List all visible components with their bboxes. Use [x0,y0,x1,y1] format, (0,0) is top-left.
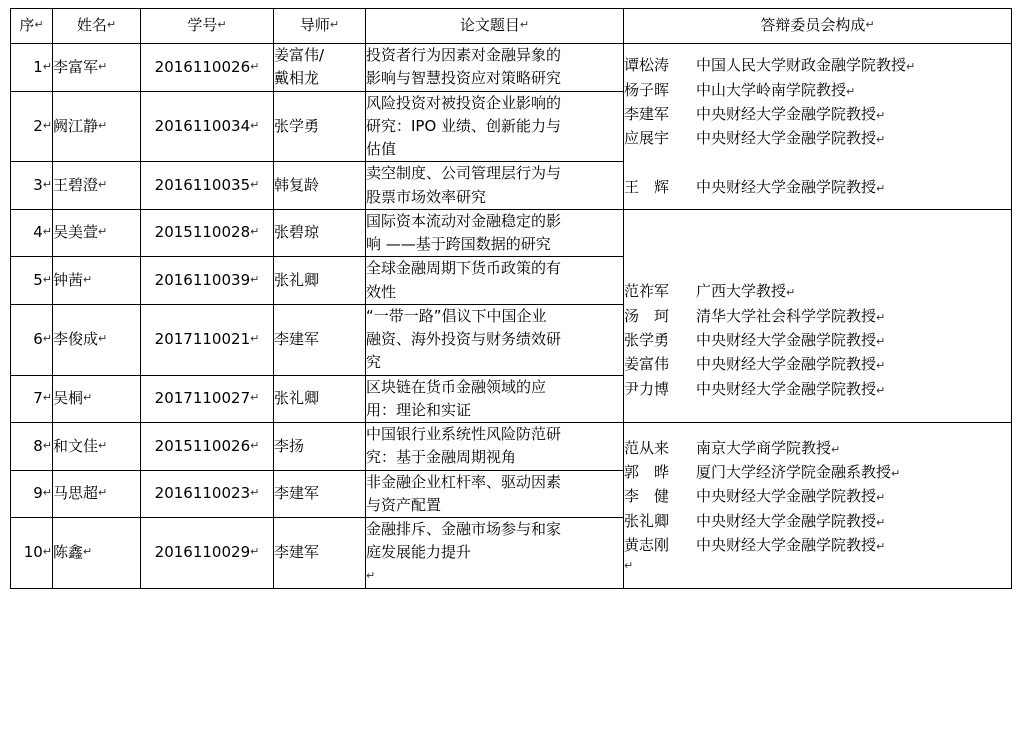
table-row [11,209,1012,257]
row-student-name: 吴桐 ↵ [53,375,141,423]
table-header-row [11,9,1012,44]
row-seq: 2 ↵ [11,91,53,162]
row-advisor: 张礼卿 [274,257,366,305]
row-advisor: 韩复龄 [274,162,366,210]
committee-spacer [624,231,1011,255]
table-header [11,9,1012,44]
row-advisor: 姜富伟/ 戴相龙 [274,44,366,92]
committee-cell-group-2 [624,209,1012,422]
row-student-id: 2016110035 ↵ [141,162,274,210]
row-advisor: 李建军 [274,470,366,518]
row-student-name: 阙江静 ↵ [53,91,141,162]
col-header-seq: 序 ↵ [11,9,53,44]
row-thesis-title: 区块链在货币金融领域的应 用：理论和实证 [366,375,624,423]
row-thesis-title: 中国银行业系统性风险防范研 究：基于金融周期视角 [366,423,624,471]
row-student-name: 吴美萱 ↵ [53,209,141,257]
row-seq: 5 ↵ [11,257,53,305]
row-student-name: 王碧澄 ↵ [53,162,141,210]
row-seq: 10 ↵ [11,518,53,589]
row-advisor: 张礼卿 [274,375,366,423]
row-student-id: 2016110023 ↵ [141,470,274,518]
committee-spacer [624,255,1011,279]
col-header-student-id: 学号 ↵ [141,9,274,44]
row-student-id: 2015110026 ↵ [141,423,274,471]
row-seq: 7 ↵ [11,375,53,423]
col-header-committee: 答辩委员会构成 ↵ [624,9,1012,44]
row-advisor: 张碧琼 [274,209,366,257]
row-seq: 8 ↵ [11,423,53,471]
committee-member: 张礼卿 中央财经大学金融学院教授 ↵ [624,509,1011,533]
row-thesis-title: 投资者行为因素对金融异象的 影响与智慧投资应对策略研究 [366,44,624,92]
row-student-name: 和文佳 ↵ [53,423,141,471]
table-row [11,44,1012,92]
committee-member: 汤 珂 清华大学社会科学学院教授 ↵ [624,304,1011,328]
row-seq: 4 ↵ [11,209,53,257]
committee-member: 李建军 中央财经大学金融学院教授 ↵ [624,102,1011,126]
col-header-name: 姓名 ↵ [53,9,141,44]
committee-member: 郭 晔 厦门大学经济学院金融系教授 ↵ [624,460,1011,484]
row-advisor: 张学勇 [274,91,366,162]
committee-member: 李 健 中央财经大学金融学院教授 ↵ [624,484,1011,508]
row-thesis-title: 卖空制度、公司管理层行为与 股票市场效率研究 [366,162,624,210]
committee-member: 王 辉 中央财经大学金融学院教授 ↵ [624,175,1011,199]
committee-cell-group-1 [624,44,1012,210]
row-advisor: 李扬 [274,423,366,471]
row-student-id: 2016110029 ↵ [141,518,274,589]
table-body [11,44,1012,589]
col-header-thesis-title: 论文题目 ↵ [366,9,624,44]
row-seq: 1 ↵ [11,44,53,92]
committee-member: 尹力博 中央财经大学金融学院教授 ↵ [624,377,1011,401]
committee-cell-group-3 [624,423,1012,589]
thesis-defense-table [10,8,1012,589]
row-student-name: 陈鑫 ↵ [53,518,141,589]
row-thesis-title: 全球金融周期下货币政策的有 效性 [366,257,624,305]
row-seq: 9 ↵ [11,470,53,518]
col-header-advisor: 导师 ↵ [274,9,366,44]
row-student-id: 2016110034 ↵ [141,91,274,162]
row-student-id: 2016110026 ↵ [141,44,274,92]
row-thesis-title: 非金融企业杠杆率、驱动因素 与资产配置 [366,470,624,518]
row-seq: 6 ↵ [11,304,53,375]
committee-member: 范从来 南京大学商学院教授 ↵ [624,436,1011,460]
committee-member: 杨子晖 中山大学岭南学院教授 ↵ [624,78,1011,102]
table-row [11,423,1012,471]
row-student-name: 李富军 ↵ [53,44,141,92]
row-advisor: 李建军 [274,518,366,589]
committee-member: 谭松涛 中国人民大学财政金融学院教授 ↵ [624,53,1011,77]
row-thesis-title: 金融排斥、金融市场参与和家 庭发展能力提升 ↵ [366,518,624,589]
row-student-id: 2017110021 ↵ [141,304,274,375]
committee-member: 张学勇 中央财经大学金融学院教授 ↵ [624,328,1011,352]
committee-member: 黄志刚 中央财经大学金融学院教授 ↵ [624,533,1011,557]
row-student-name: 李俊成 ↵ [53,304,141,375]
row-student-id: 2017110027 ↵ [141,375,274,423]
row-student-id: 2015110028 ↵ [141,209,274,257]
row-thesis-title: 风险投资对被投资企业影响的 研究：IPO 业绩、创新能力与 估值 [366,91,624,162]
row-student-id: 2016110039 ↵ [141,257,274,305]
committee-trailing-mark [624,557,1011,575]
row-seq: 3 ↵ [11,162,53,210]
row-student-name: 钟茜 ↵ [53,257,141,305]
committee-member: 应展宇 中央财经大学金融学院教授 ↵ [624,126,1011,150]
committee-member: 姜富伟 中央财经大学金融学院教授 ↵ [624,352,1011,376]
row-student-name: 马思超 ↵ [53,470,141,518]
row-advisor: 李建军 [274,304,366,375]
row-thesis-title: “一带一路”倡议下中国企业 融资、海外投资与财务绩效研 究 [366,304,624,375]
committee-spacer [624,151,1011,175]
committee-member: 范祚军 广西大学教授 ↵ [624,279,1011,303]
row-thesis-title: 国际资本流动对金融稳定的影 响 ——基于跨国数据的研究 [366,209,624,257]
